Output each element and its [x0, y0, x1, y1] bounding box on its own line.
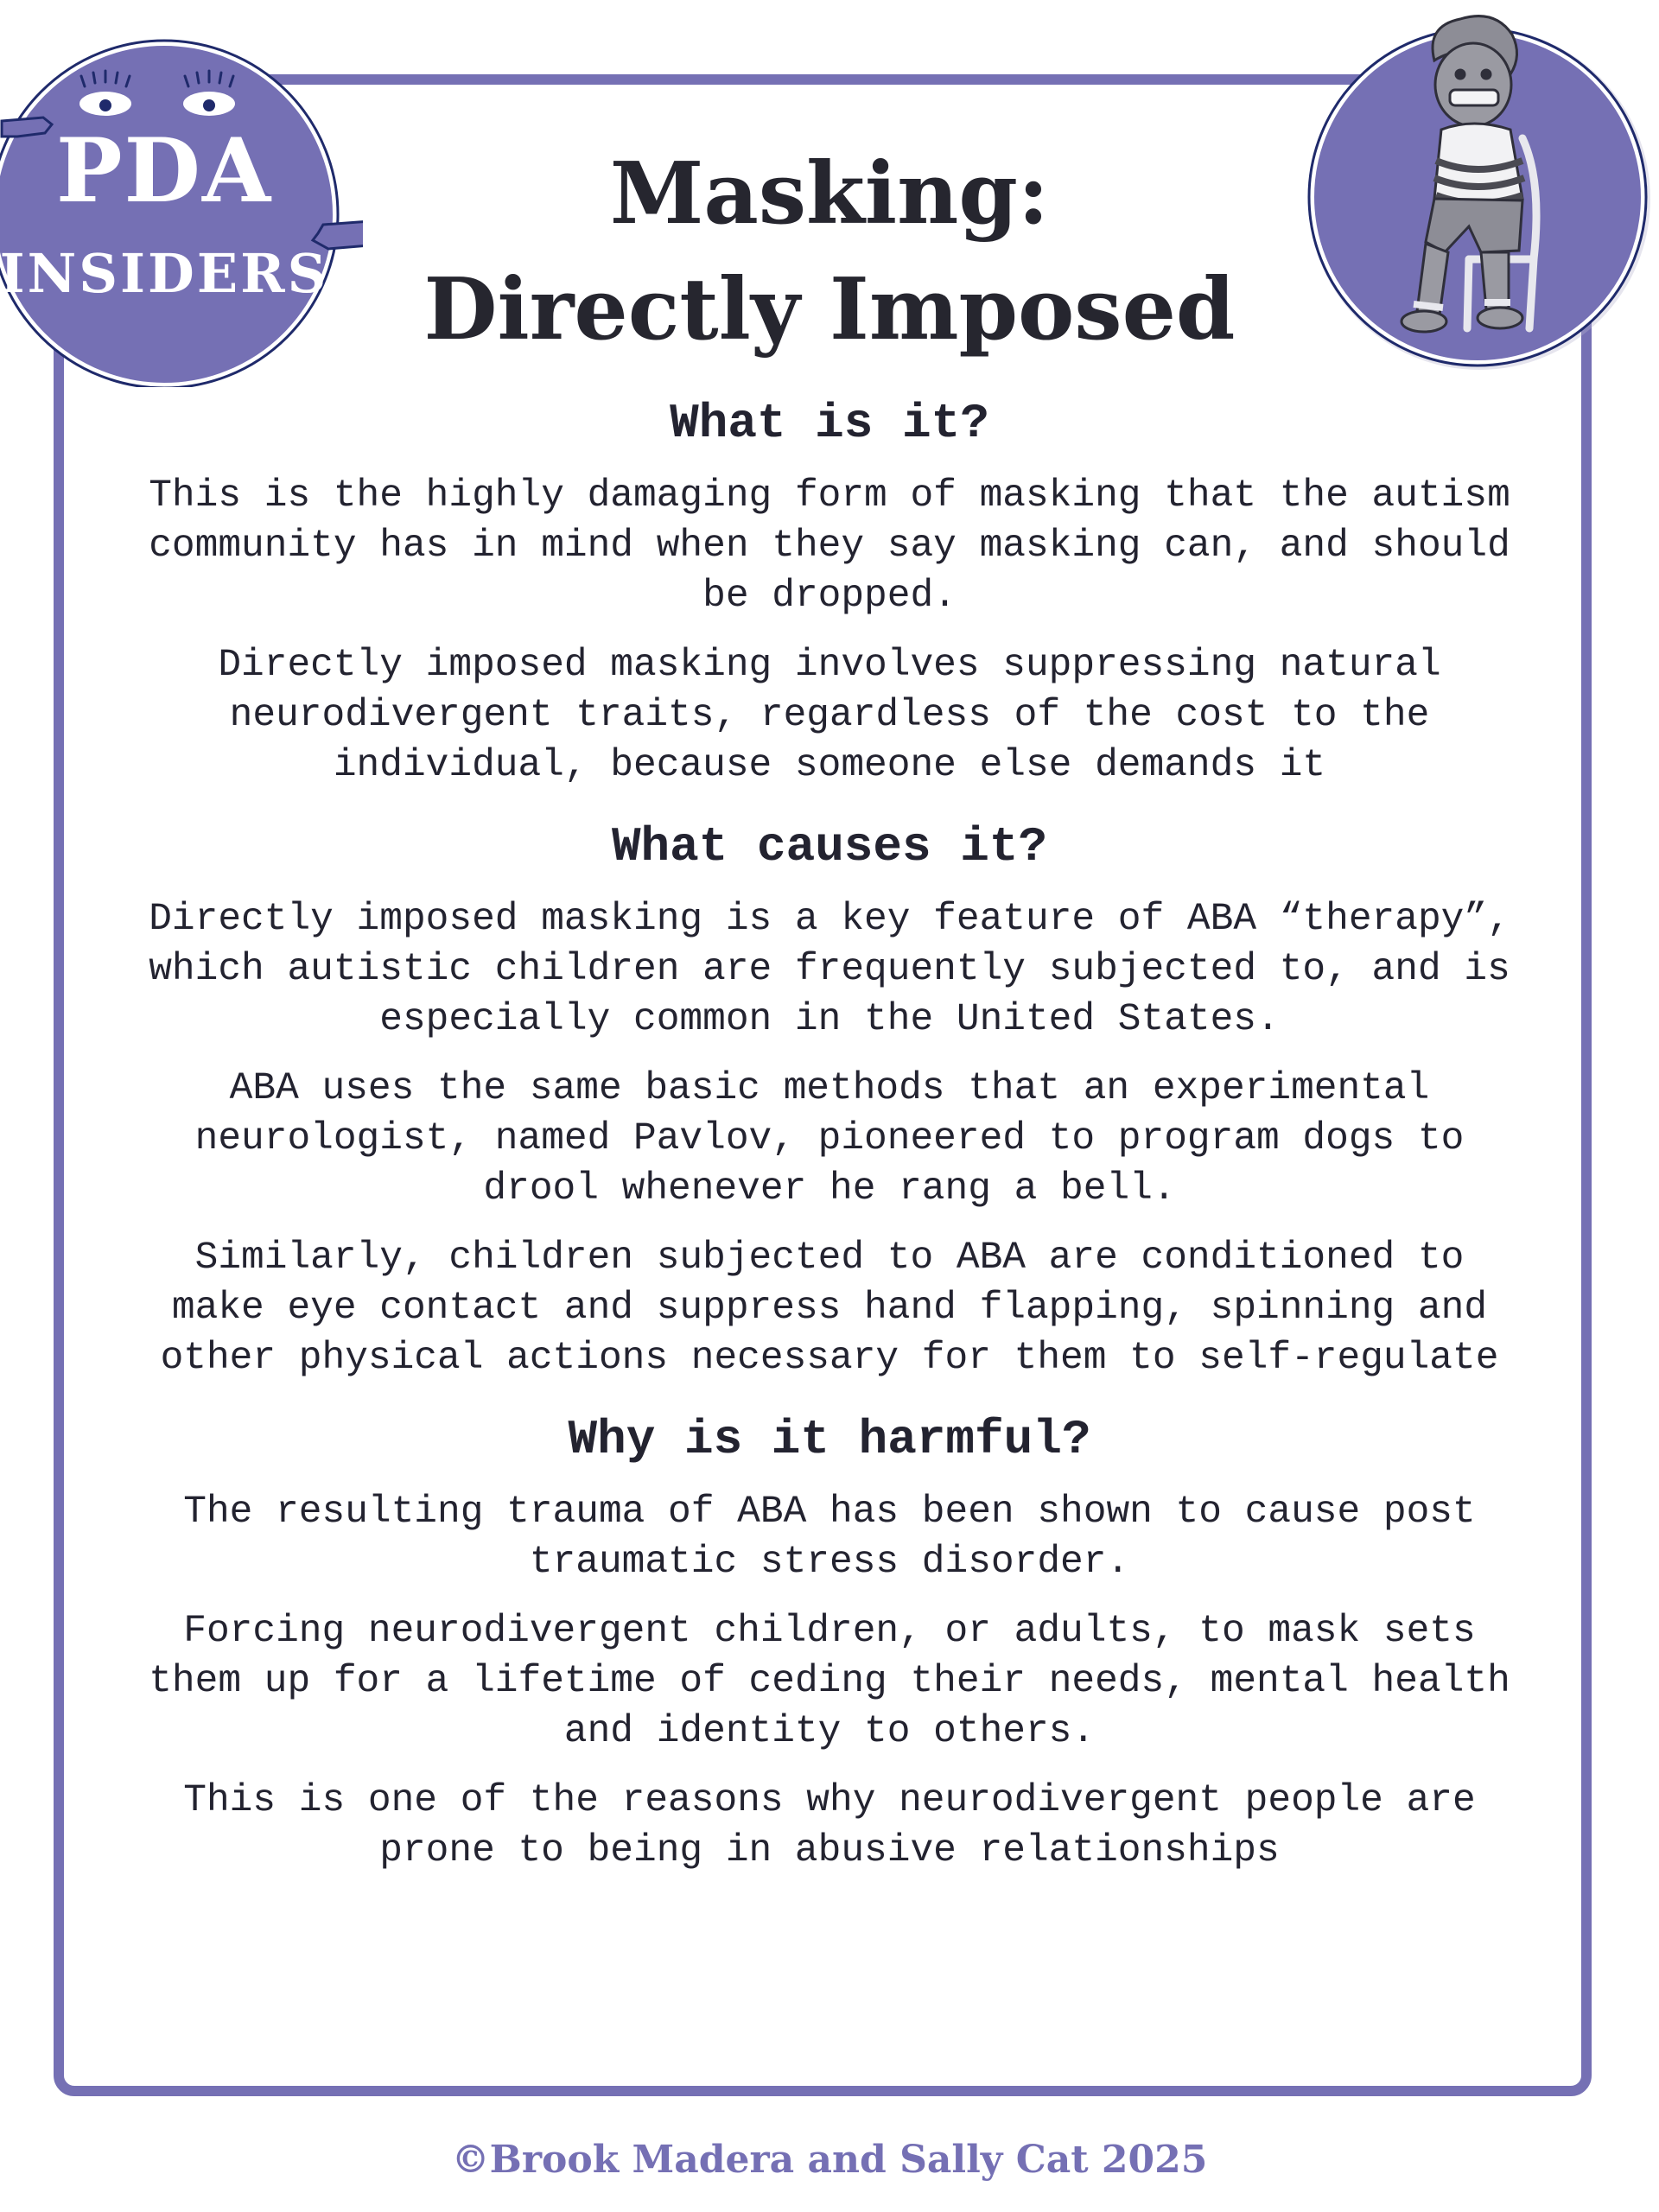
- page-title: [328, 137, 1331, 368]
- article-body: [138, 393, 1521, 1895]
- title-line-2: Directly Imposed: [423, 260, 1236, 359]
- section-what-causes-it: [138, 817, 1521, 1383]
- paragraph: The resulting trauma of ABA has been shown to cause post traumatic stress disorder.: [183, 1491, 1476, 1584]
- section-heading: What is it?: [670, 396, 989, 451]
- paragraph: Directly imposed masking involves suppressing natural neurodivergent traits, regardless of the cost to the individual, because someone else demands it: [218, 644, 1441, 787]
- logo-text-insiders: INSIDERS: [0, 242, 329, 305]
- section-why-is-it-harmful: [138, 1409, 1521, 1876]
- paragraph: ABA uses the same basic methods that an experimental neurologist, named Pavlov, pioneered to program dogs to drool whenever he rang a bell.: [194, 1067, 1465, 1211]
- pda-insiders-logo: [0, 7, 363, 387]
- section-heading: Why is it harmful?: [568, 1412, 1091, 1467]
- paragraph: This is the highly damaging form of masking that the autism community has in mind when they say masking can, and should be dropped.: [149, 474, 1510, 618]
- copyright-footer: ©Brook Madera and Sally Cat 2025: [451, 2138, 1208, 2182]
- paragraph: This is one of the reasons why neurodivergent people are prone to being in abusive relationships: [183, 1779, 1476, 1872]
- paragraph: Similarly, children subjected to ABA are conditioned to make eye contact and suppress hand flapping, spinning and other physical actions necessary for them to self-regulate: [160, 1236, 1499, 1380]
- paragraph: Forcing neurodivergent children, or adults, to mask sets them up for a lifetime of ceding their needs, mental health and identity to others.: [149, 1610, 1510, 1753]
- section-what-is-it: [138, 393, 1521, 791]
- paragraph: Directly imposed masking is a key feature of ABA “therapy”, which autistic children are frequently subjected to, and is especially common in the United States.: [149, 898, 1510, 1041]
- section-heading: What causes it?: [611, 819, 1048, 874]
- title-line-1: Masking:: [609, 144, 1050, 244]
- logo-text-pda: PDA: [55, 119, 273, 223]
- restrained-child-illustration: [1296, 0, 1659, 397]
